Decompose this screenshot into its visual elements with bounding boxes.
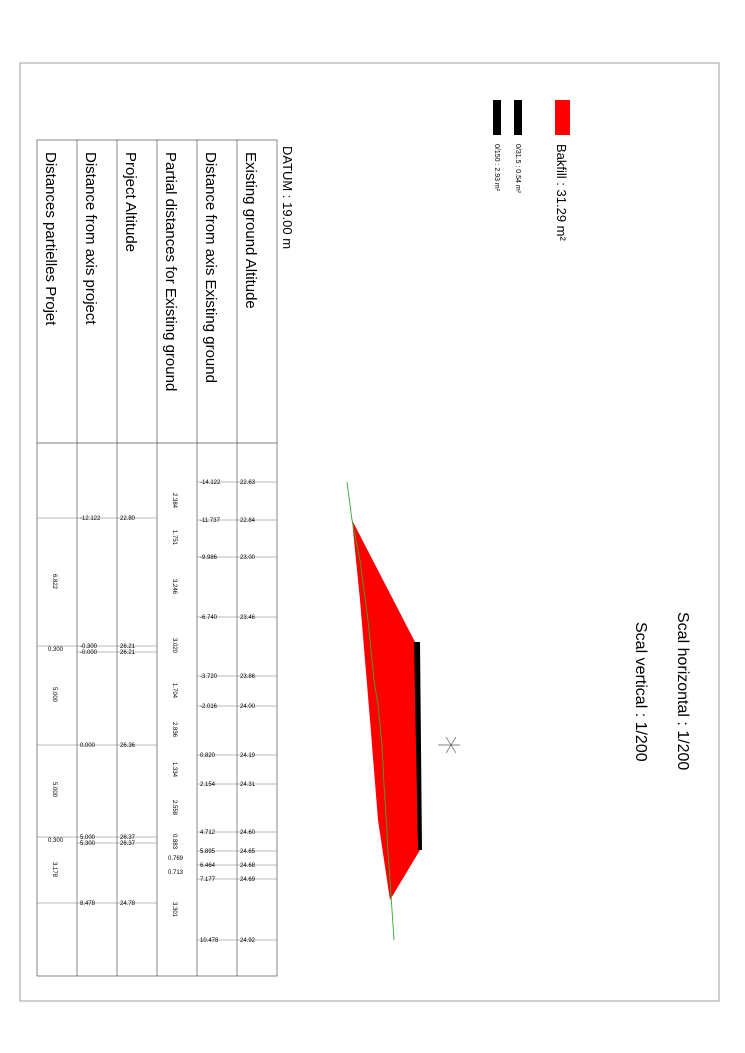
scale-horizontal: Scal horizontal : 1/200 xyxy=(674,612,691,771)
project-distance-value: 8.478 xyxy=(80,901,96,907)
project-altitude-value: 22.80 xyxy=(120,516,136,522)
project-distance-value: 5.000 xyxy=(80,835,96,841)
existing-distance-value: -2.016 xyxy=(200,704,218,710)
existing-partial-value: 2.836 xyxy=(171,722,177,738)
existing-partial-value: 3.246 xyxy=(171,579,177,595)
existing-distance-value: 4.712 xyxy=(200,830,216,836)
project-partial-value: 0.300 xyxy=(48,647,64,653)
existing-altitude-value: 23.00 xyxy=(240,555,256,561)
existing-distance-value: -9.986 xyxy=(200,555,218,561)
legend-layer1-label: 0/31.5 : 0.54 m² xyxy=(514,144,521,194)
existing-altitude-value: 23.86 xyxy=(240,674,256,680)
existing-distance-value: 10.478 xyxy=(200,938,219,944)
existing-distance-value: 2.154 xyxy=(200,782,216,788)
datum-label: DATUM : 19.00 m xyxy=(280,146,295,250)
existing-partial-value: 3.301 xyxy=(171,902,177,918)
scale-vertical: Scal vertical : 1/200 xyxy=(632,622,649,762)
project-altitude-value: 26.37 xyxy=(120,835,136,841)
project-partial-value: 5.000 xyxy=(51,687,57,703)
existing-partial-value: 1.704 xyxy=(171,683,177,699)
existing-altitude-value: 24.68 xyxy=(240,863,256,869)
legend-backfill-swatch xyxy=(555,100,570,135)
existing-partial-value: 0.713 xyxy=(168,870,184,876)
row-label-existing-altitude: Existing ground Altitude xyxy=(242,152,259,309)
existing-altitude-value: 24.31 xyxy=(240,782,256,788)
project-altitude-value: 26.37 xyxy=(120,841,136,847)
project-partial-value: 0.300 xyxy=(48,838,64,844)
existing-altitude-value: 23.46 xyxy=(240,615,256,621)
existing-distance-value: 6.464 xyxy=(200,863,216,869)
row-label-existing-distance: Distance from axis Existing ground xyxy=(202,152,219,383)
project-distance-value: -0.300 xyxy=(80,644,98,650)
row-label-project-partial: Distances partielles Projet xyxy=(42,152,59,326)
project-distance-value: -12.122 xyxy=(80,516,101,522)
existing-distance-value: 7.177 xyxy=(200,877,216,883)
existing-distance-value: 5.895 xyxy=(200,849,216,855)
row-label-project-distance: Distance from axis project xyxy=(82,152,99,325)
existing-partial-value: 0.883 xyxy=(171,834,177,850)
existing-partial-value: 1.334 xyxy=(171,762,177,778)
existing-distance-value: -6.740 xyxy=(200,615,218,621)
project-altitude-value: 26.36 xyxy=(120,743,136,749)
existing-partial-value: 3.020 xyxy=(171,638,177,654)
existing-partial-value: 0.769 xyxy=(168,856,184,862)
axis-symbol xyxy=(438,737,460,753)
existing-distance-value: -3.720 xyxy=(200,674,218,680)
legend-layer2-swatch xyxy=(493,100,501,135)
existing-altitude-value: 24.92 xyxy=(240,938,256,944)
project-altitude-value: 24.78 xyxy=(120,901,136,907)
project-distance-value: 0.000 xyxy=(80,743,96,749)
project-partial-value: 5.000 xyxy=(51,782,57,798)
existing-altitude-value: 22.84 xyxy=(240,518,256,524)
project-partial-value: 3.178 xyxy=(51,862,57,878)
existing-altitude-value: 24.60 xyxy=(240,830,256,836)
existing-altitude-value: 24.00 xyxy=(240,704,256,710)
existing-partial-value: 1.751 xyxy=(171,530,177,546)
legend-backfill-label: Bakfill : 31.29 m² xyxy=(554,144,569,241)
project-partial-value: 6.822 xyxy=(51,574,57,590)
project-altitude-value: 26.21 xyxy=(120,650,136,656)
project-altitude-value: 26.21 xyxy=(120,644,136,650)
row-label-project-altitude: Project Altitude xyxy=(122,152,139,253)
existing-distance-value: 0.820 xyxy=(200,753,216,759)
existing-partial-value: 2.384 xyxy=(171,493,177,509)
project-distance-value: 5.300 xyxy=(80,841,96,847)
legend-layer2-label: 0/150 : 2.93 m² xyxy=(493,144,500,192)
existing-altitude-value: 24.65 xyxy=(240,849,256,855)
existing-partial-value: 2.558 xyxy=(171,800,177,816)
existing-altitude-value: 22.63 xyxy=(240,480,256,486)
existing-altitude-value: 24.19 xyxy=(240,753,256,759)
existing-distance-value: -14.122 xyxy=(200,480,221,486)
existing-altitude-value: 24.69 xyxy=(240,877,256,883)
existing-distance-value: -11.737 xyxy=(200,518,220,524)
project-distance-value: -0.000 xyxy=(80,650,98,656)
row-label-existing-partial: Partial distances for Existing ground xyxy=(162,152,179,392)
legend-layer1-swatch xyxy=(514,100,522,135)
